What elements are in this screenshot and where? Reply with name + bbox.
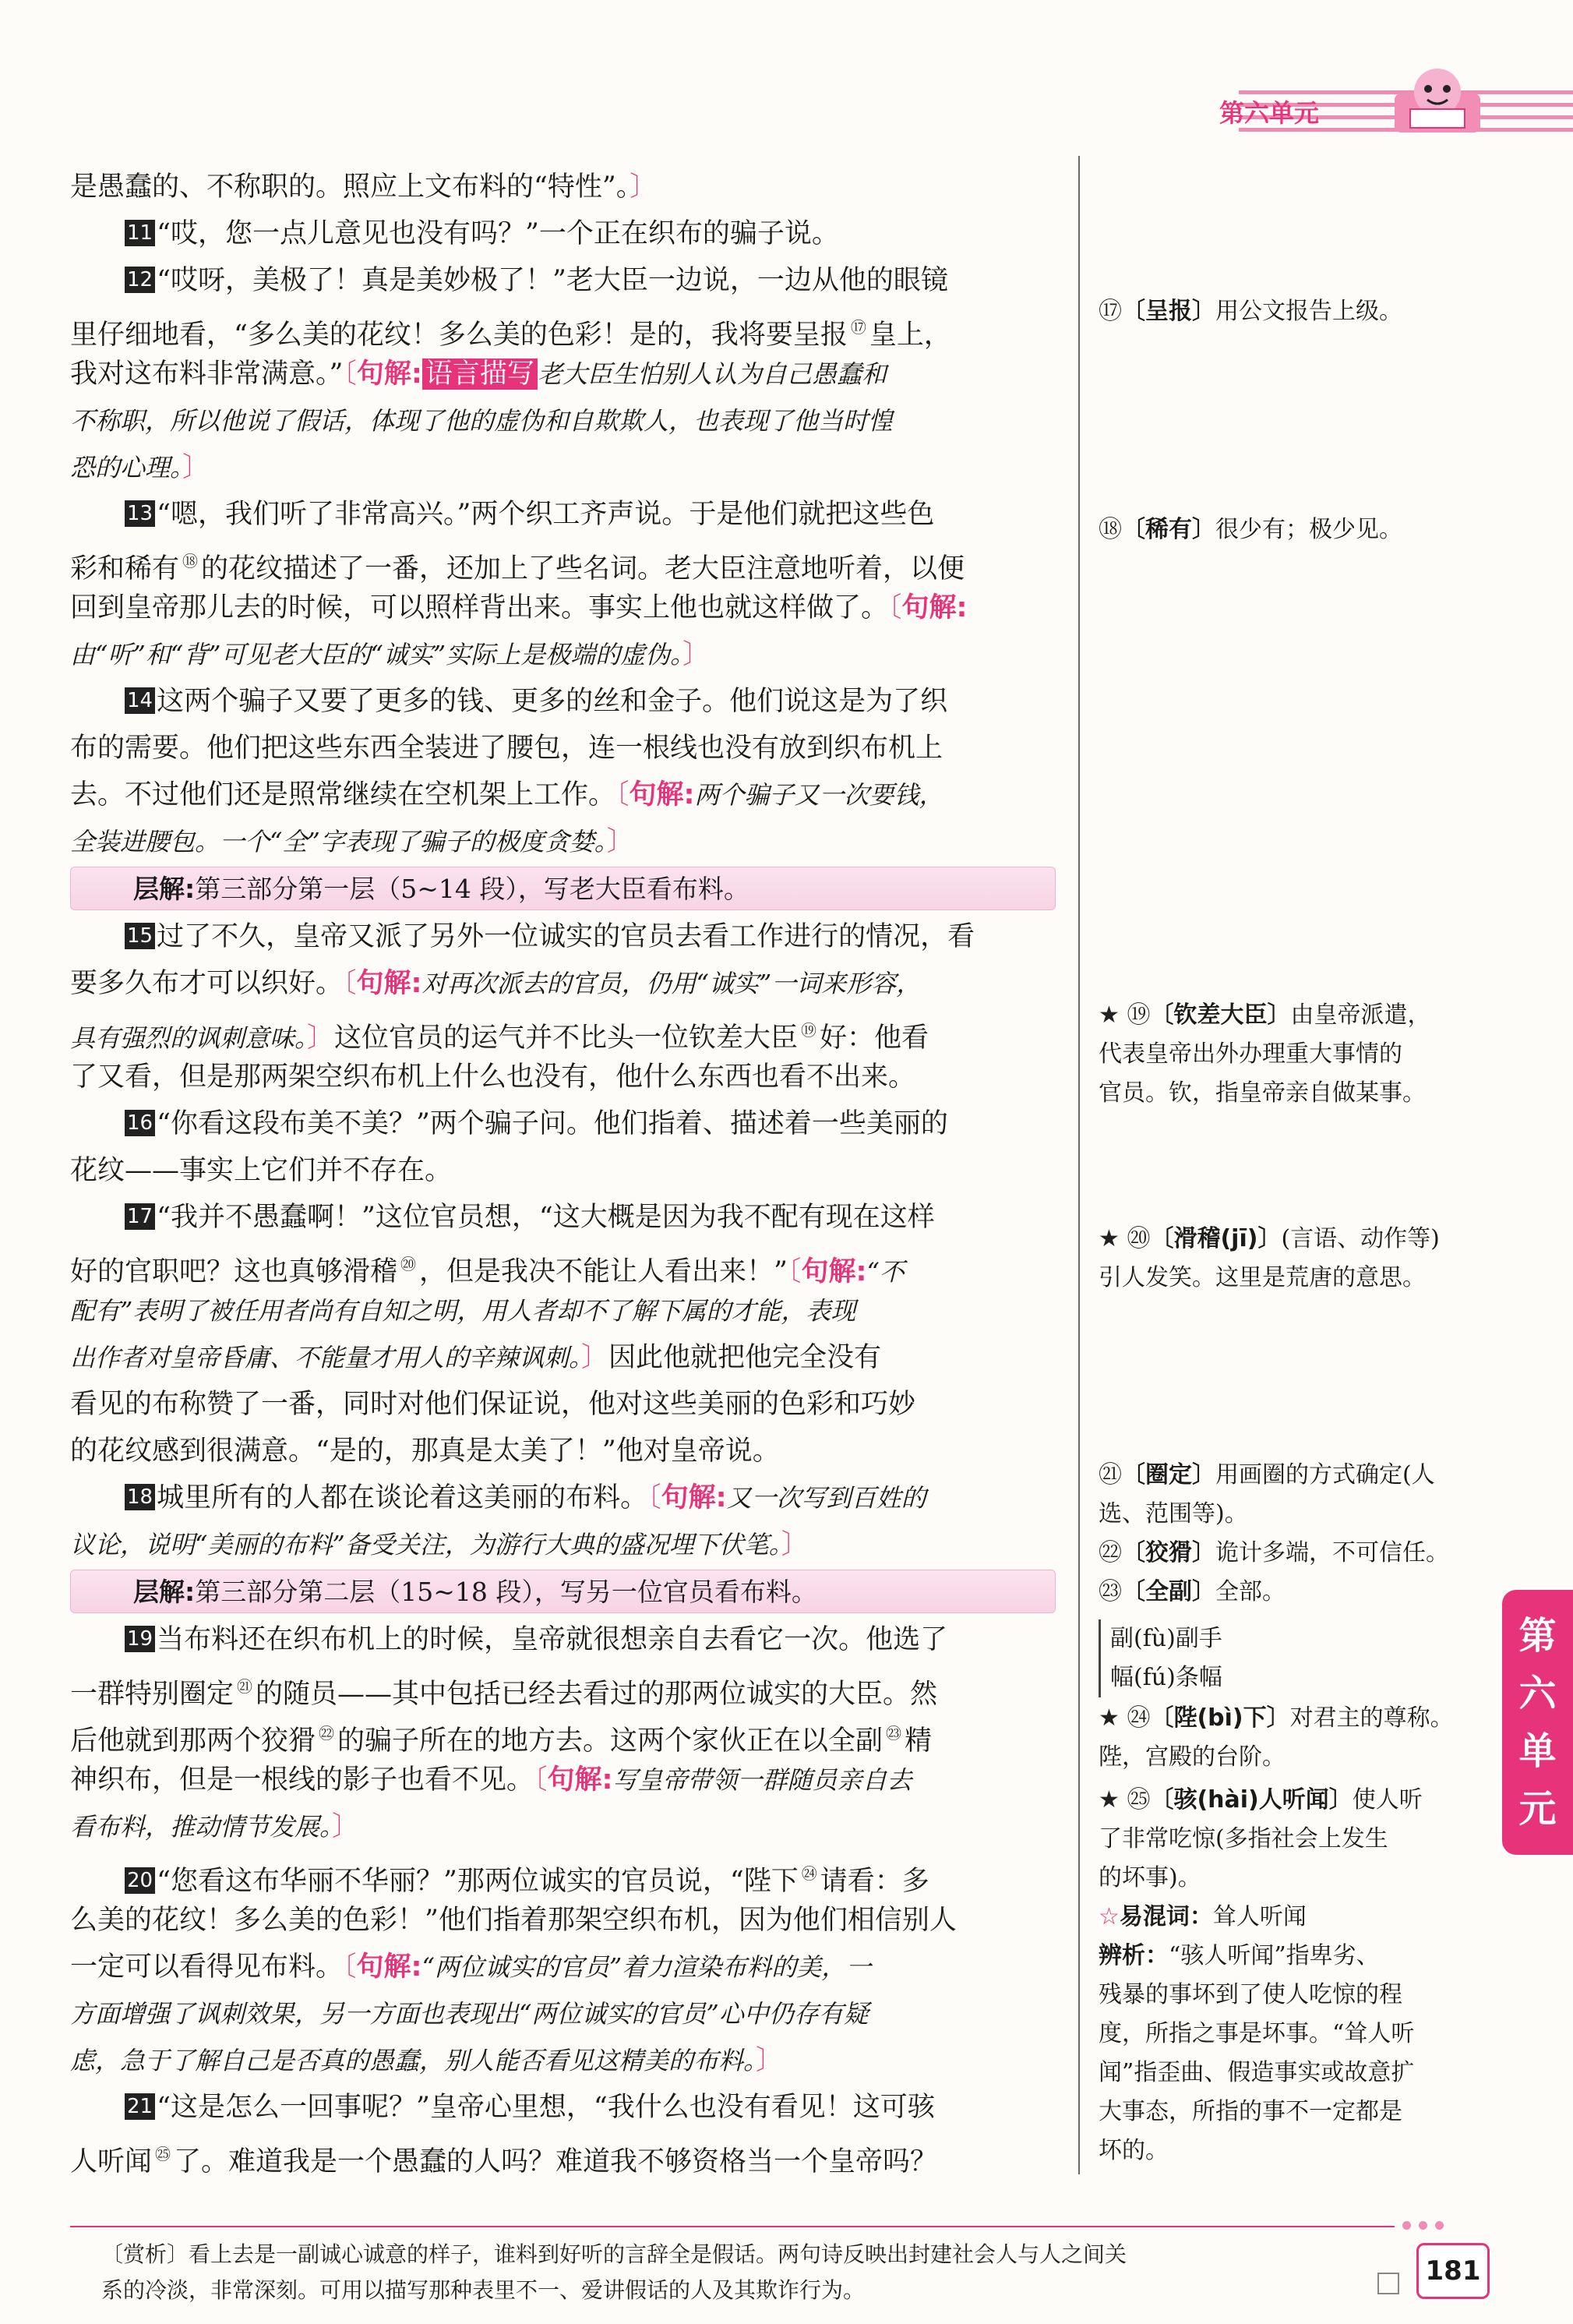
annotation-line: 由“听”和“背”可见老大臣的“诚实”实际上是极端的虚伪。〕 [70, 639, 711, 670]
unit-side-tab: 第 六 单 元 [1502, 1590, 1573, 1855]
paragraph-number: 12 [125, 267, 155, 293]
char-compare-group: 副(fù)副手 幅(fú)条幅 [1099, 1619, 1344, 1697]
footnote-marker: ㉓ [886, 1724, 902, 1743]
note-19: ★ ⑲〔钦差大臣〕由皇帝派遣， 代表皇帝出外办理重大事情的 官员。钦，指皇帝亲自做某事。 [1099, 1001, 1431, 1107]
footnote-marker: ⑱ [182, 552, 199, 570]
checkbox-icon [1377, 2273, 1399, 2294]
text-line: 彩和稀有 ⑱ 的花纹描述了一番，还加上了些名词。老大臣注意地听着，以便 [70, 552, 965, 585]
footer-dots [1402, 2218, 1451, 2233]
footer-divider [70, 2226, 1395, 2227]
text-line: 的花纹感到很满意。“是的，那真是太美了！”他对皇帝说。 [70, 1436, 780, 1467]
annotation-label: 句解: [801, 1256, 867, 1287]
text-line: 要多久布才可以织好。〔句解:对再次派去的官员，仍用“诚实”一词来形容， [70, 968, 922, 999]
unit-label: 第六单元 [1219, 98, 1320, 128]
annotation-tag: 语言描写 [422, 358, 538, 390]
annotation-line: 配有”表明了被任用者尚有自知之明，用人者却不了解下属的才能，表现 [70, 1296, 856, 1326]
paragraph-17: 17 “我并不愚蠢啊！”这位官员想，“这大概是因为我不配有现在这样 [70, 1194, 1075, 1241]
annotation-line: 不称职，所以他说了假话，体现了他的虚伪和自欺欺人，也表现了他当时惶 [70, 406, 894, 436]
annotation-line: 全装进腰包。一个“全”字表现了骗子的极度贪婪。〕 [70, 826, 634, 857]
paragraph-number: 17 [125, 1203, 155, 1230]
note-24: ★ ㉔〔陛(bì)下〕对君主的尊称。 陛，宫殿的台阶。 [1099, 1704, 1454, 1771]
paragraph-18: 18 城里所有的人都在谈论着这美丽的布料。〔句解:又一次写到百姓的 [70, 1475, 1075, 1521]
annotation-label: 句解: [356, 1951, 422, 1983]
annotation-label: 句解: [547, 1764, 613, 1796]
column-divider [1078, 156, 1080, 2174]
annotation-line: 议论，说明“美丽的布料”备受关注，为游行大典的盛况埋下伏笔。〕 [70, 1529, 809, 1560]
text-line: 布的需要。他们把这些东西全装进了腰包，连一根线也没有放到织布机上 [70, 733, 943, 764]
annotation-label: 句解: [629, 779, 695, 811]
note-23: ㉓〔全副〕全部。 [1099, 1578, 1286, 1605]
note-18: ⑱〔稀有〕很少有；极少见。 [1099, 516, 1402, 543]
paragraph-number: 18 [125, 1484, 155, 1510]
text-line: 看见的布称赞了一番，同时对他们保证说，他对这些美丽的色彩和巧妙 [70, 1389, 916, 1420]
footnote-marker: ⑲ [801, 1021, 817, 1040]
annotation-line: 看布料，推动情节发展。〕 [70, 1811, 360, 1842]
paragraph-number: 15 [125, 923, 155, 949]
confusing-word-note: ☆易混词：耸人听闻 [1099, 1903, 1307, 1930]
paragraph-15: 15 过了不久，皇帝又派了另外一位诚实的官员去看工作进行的情况，看 [70, 913, 1075, 960]
text-line: 去。不过他们还是照常继续在空机架上工作。〔句解:两个骗子又一次要钱， [70, 779, 944, 811]
annotation-line: 恐的心理。〕 [70, 452, 210, 483]
annotation-line: 方面增强了讽刺效果，另一方面也表现出“两位诚实的官员”心中仍存有疑 [70, 1999, 869, 2029]
paragraph-number: 11 [125, 220, 155, 246]
paragraph-number: 16 [125, 1110, 155, 1136]
analysis-note: 辨析：“骇人听闻”指卑劣、 残暴的事坏到了使人吃惊的程 度，所指之事是坏事。“耸人听 闻”指歪曲、假造事实或故意扩 大事态，所指的事不一定都是 坏的。 [1099, 1942, 1415, 2164]
paragraph-number: 13 [125, 500, 155, 527]
text-line: 了又看，但是那两架空织布机上什么也没有，他什么东西也看不出来。 [70, 1061, 916, 1093]
layer-summary-box: 层解:第三部分第二层（15~18 段），写另一位官员看布料。 [70, 1570, 1056, 1613]
paragraph-number: 19 [125, 1626, 155, 1652]
text-line: 花纹——事实上它们并不存在。 [70, 1155, 453, 1186]
annotation-label: 句解: [356, 358, 422, 390]
annotation-line: 虑，急于了解自己是否真的愚蠢，别人能否看见这精美的布料。〕 [70, 2045, 784, 2076]
layer-summary-box: 层解:第三部分第一层（5~14 段），写老大臣看布料。 [70, 867, 1056, 910]
footnote-marker: ⑳ [400, 1255, 417, 1273]
paragraph-16: 16 “你看这段布美不美？”两个骗子问。他们指着、描述着一些美丽的 [70, 1100, 1075, 1147]
text-line: 回到皇帝那儿去的时候，可以照样背出来。事实上他也就这样做了。〔句解: [70, 592, 968, 623]
footnote-marker: ㉒ [319, 1724, 335, 1743]
text-line: 么美的花纹！多么美的色彩！”他们指着那架空织布机，因为他们相信别人 [70, 1905, 957, 1936]
paragraph-12: 12 “哎呀，美极了！真是美妙极了！”老大臣一边说，一边从他的眼镜 [70, 257, 1075, 304]
paragraph-number: 21 [125, 2093, 155, 2120]
note-22: ㉒〔狡猾〕诡计多端，不可信任。 [1099, 1539, 1449, 1566]
appreciation-footnote: 〔赏析〕看上去是一副诚心诚意的样子，谁料到好听的言辞全是假话。两句诗反映出封建社会人与人之间关 系的冷淡，非常深刻。可用以描写那种表里不一、爱讲假话的人及其欺诈行为。 [101, 2241, 1127, 2303]
text-line: 后他就到那两个狡猾 $^㉒$ 的骗子所在的地方去。这两个家伙正在以全副 $^㉓$ 精 [70, 1724, 933, 1757]
footnote-marker: ⑰ [850, 318, 866, 337]
note-17: ⑰〔呈报〕用公文报告上级。 [1099, 298, 1402, 325]
text-line: 具有强烈的讽刺意味。〕这位官员的运气并不比头一位钦差大臣 ⑲ 好：他看 [70, 1021, 929, 1054]
paragraph-11: 11 “哎，您一点儿意见也没有吗？”一个正在织布的骗子说。 [70, 210, 1075, 257]
text-line: 一群特别圈定 $^㉑$ 的随员——其中包括已经去看过的那两位诚实的大臣。然 [70, 1677, 938, 1710]
footnote-marker: ㉕ [155, 2145, 171, 2163]
paragraph-19: 19 当布料还在织布机上的时候，皇帝就很想亲自去看它一次。他选了 [70, 1616, 1075, 1663]
annotation-label: 句解: [356, 968, 422, 999]
note-21: ㉑〔圈定〕用画圈的方式确定(人 选、范围等)。 [1099, 1461, 1435, 1528]
paragraph-21: 21 “这是怎么一回事呢？”皇帝心里想，“我什么也没有看见！这可骇 [70, 2084, 1075, 2131]
text-line: 神织布，但是一根线的影子也看不见。〔句解:写皇帝带领一群随员亲自去 [70, 1764, 912, 1796]
note-20: ★ ⑳〔滑稽(jī)〕(言语、动作等) 引人发笑。这里是荒唐的意思。 [1099, 1225, 1440, 1291]
footnote-marker: ㉔ [801, 1864, 817, 1883]
annotation-label: 句解: [901, 592, 968, 623]
note-25: ★ ㉕〔骇(hài)人听闻〕使人听 了非常吃惊(多指社会上发生 的坏事)。 [1099, 1786, 1423, 1891]
paragraph-number: 20 [125, 1867, 155, 1894]
text-line: 我对这布料非常满意。”〔句解: 语言描写 老大臣生怕别人认为自己愚蠢和 [70, 358, 887, 390]
paragraph-14: 14 这两个骗子又要了更多的钱、更多的丝和金子。他们说这是为了织 [70, 678, 1075, 725]
annotation-label: 句解: [661, 1482, 727, 1513]
page-number: 181 [1416, 2243, 1490, 2299]
main-text-column [70, 164, 1075, 2177]
text-line: 是愚蠢的、不称职的。照应上文布料的“特性”。〕 [70, 171, 658, 203]
text-line: 人听闻 $^㉕$ 了。难道我是一个愚蠢的人吗？难道我不够资格当一个皇帝吗？ [70, 2145, 938, 2177]
text-line: 里仔细地看，“多么美的花纹！多么美的色彩！是的，我将要呈报 ⑰ 皇上， [70, 318, 951, 351]
footnote-marker: ㉑ [237, 1677, 253, 1696]
book-mascot-icon [1379, 62, 1496, 140]
text-line: 好的官职吧？这也真够滑稽 ⑳ ，但是我决不能让人看出来！”〔句解:“不 [70, 1255, 905, 1287]
text-line: 出作者对皇帝昏庸、不能量才用人的辛辣讽刺。〕因此他就把他完全没有 [70, 1342, 882, 1373]
paragraph-number: 14 [125, 687, 155, 714]
text-line: 一定可以看得见布料。〔句解:“两位诚实的官员”着力渲染布料的美，一 [70, 1951, 872, 1983]
paragraph-20: 20 “您看这布华丽不华丽？”那两位诚实的官员说，“陛下 $^㉔$ 请看：多 [70, 1850, 1075, 1897]
paragraph-13: 13 “嗯，我们听了非常高兴。”两个织工齐声说。于是他们就把这些色 [70, 491, 1075, 538]
